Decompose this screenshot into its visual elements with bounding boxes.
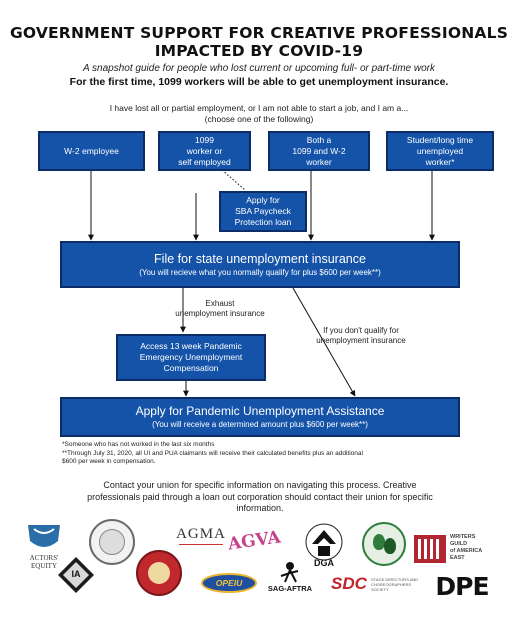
subtitle: A snapshot guide for people who lost current or upcoming full- or part-time work: [82, 63, 436, 74]
pua-title: Apply for Pandemic Unemployment Assistance: [135, 404, 385, 418]
option-1099-worker: 1099 worker or self employed: [158, 131, 251, 171]
pua-box: [60, 397, 460, 437]
option-both-workers: Both a 1099 and W-2 worker: [268, 131, 370, 171]
option-student-unemployed: Student/long time unemployed worker*: [386, 131, 494, 171]
state-unemployment-sub: (You will recieve what you normally qualify for plus $600 per week**): [139, 267, 381, 277]
sba-loan-box: Apply for SBA Paycheck Protection loan: [219, 191, 307, 232]
agma-logo: AGMA: [175, 526, 227, 552]
pua-sub: (You will receive a determined amount plus $600 per week**): [152, 420, 368, 429]
sdc-logo: SDC STAGE DIRECTORS AND CHOREOGRAPHERS SOCIETY: [331, 574, 419, 593]
intro-line-1: I have lost all or partial employment, or I am not able to start a job, and I am a...: [109, 103, 409, 113]
first-time-note: For the first time, 1099 workers will be able to get unemployment insurance.: [69, 76, 449, 88]
opeiu-logo: OPEIU: [201, 573, 257, 593]
option-w2-employee: W-2 employee: [38, 131, 145, 171]
title-line-2: IMPACTED BY COVID-19: [154, 42, 364, 60]
exhaust-note: Exhaust unemployment insurance: [175, 299, 265, 318]
not-qualify-note: If you don't qualify for unemployment insurance: [316, 326, 406, 345]
agva-logo: AGVA: [226, 527, 282, 555]
footnotes: *Someone who has not worked in the last six months **Through July 31, 2020, all UI and PUA claimants will receive their calculated benefits plus an additional $600 per week in compensation.: [62, 441, 363, 465]
actors-equity-logo: ACTORS' EQUITY: [22, 523, 66, 575]
state-unemployment-title: File for state unemployment insurance: [154, 251, 366, 266]
dga-logo: DGA: [300, 522, 348, 572]
dpe-logo: DPE: [435, 571, 489, 601]
peuc-box: Access 13 week Pandemic Emergency Unemployment Compensation: [116, 334, 266, 381]
theater-masks-seal-logo: [362, 522, 406, 566]
intro-line-2: (choose one of the following): [204, 114, 314, 124]
contact-text: Contact your union for specific information on navigating this process. Creative professionals paid through a loan out corporation should contact their union for specific information.: [87, 480, 433, 513]
wga-east-logo: WRITERS GUILD of AMERICA EAST: [414, 533, 498, 565]
arrow-1099-sba: [222, 170, 245, 190]
sag-aftra-logo: SAG-AFTRA: [265, 560, 315, 596]
title-line-1: GOVERNMENT SUPPORT FOR CREATIVE PROFESSIONALS: [9, 24, 509, 42]
union-red-seal-logo: [136, 550, 182, 596]
state-unemployment-box: [60, 241, 460, 288]
iatse-logo: IA: [56, 555, 96, 595]
